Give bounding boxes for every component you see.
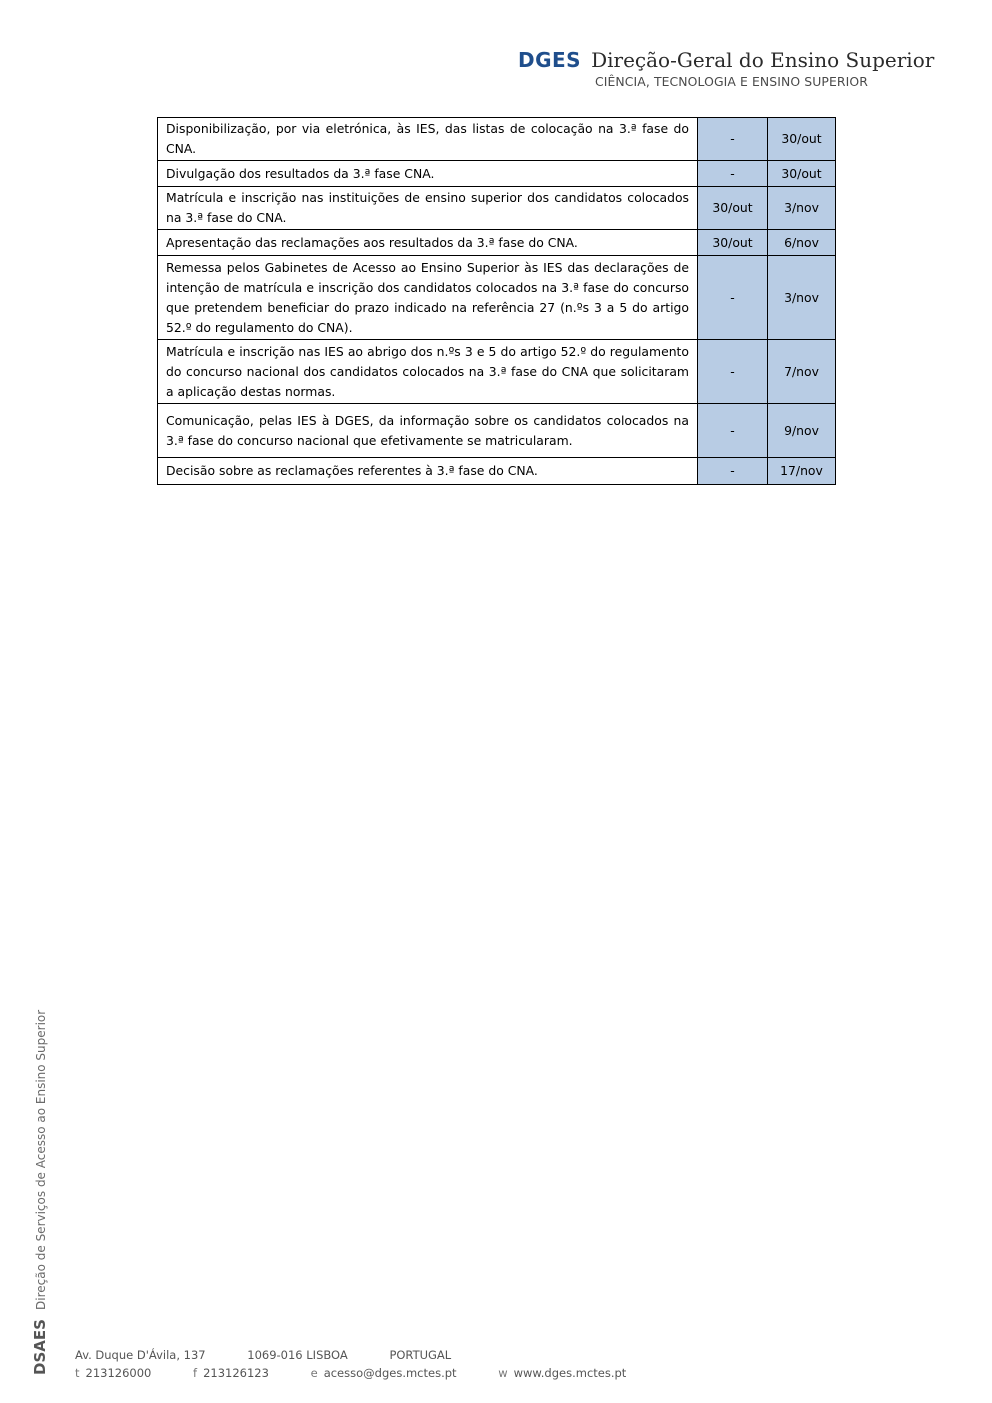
letterhead-name: Direção-Geral do Ensino Superior <box>591 48 935 72</box>
row-start-date: - <box>698 161 768 187</box>
sidebar-name: Direção de Serviços de Acesso ao Ensino Superior <box>34 1009 48 1310</box>
row-description: Matrícula e inscrição nas instituições de ensino superior dos candidatos colocados na 3.ª fase do CNA. <box>158 187 698 230</box>
row-end-date: 3/nov <box>768 187 836 230</box>
footer-country: PORTUGAL <box>389 1348 452 1362</box>
row-start-date: - <box>698 458 768 485</box>
footer-fax: 213126123 <box>203 1366 269 1380</box>
table-row <box>158 458 836 485</box>
row-start-date: 30/out <box>698 230 768 256</box>
row-description: Remessa pelos Gabinetes de Acesso ao Ensino Superior às IES das declarações de intenção de matrícula e inscrição dos candidatos colocados na 3.ª fase do concurso que pretendem beneficiar do prazo indicado na referência 27 (n.ºs 3 a 5 do artigo 52.º do regulamento do CNA). <box>158 256 698 340</box>
row-end-date: 17/nov <box>768 458 836 485</box>
phone-key: t <box>75 1366 80 1380</box>
row-end-date: 30/out <box>768 118 836 161</box>
letterhead <box>518 48 968 89</box>
row-description: Matrícula e inscrição nas IES ao abrigo dos n.ºs 3 e 5 do artigo 52.º do regulamento do concurso nacional dos candidatos colocados na 3.ª fase do CNA que solicitaram a aplicação destas normas. <box>158 340 698 404</box>
letterhead-title-line <box>518 48 968 72</box>
footer-email[interactable]: acesso@dges.mctes.pt <box>323 1366 457 1380</box>
footer-address <box>75 1348 632 1366</box>
row-start-date: - <box>698 404 768 458</box>
web-key: w <box>498 1366 508 1380</box>
footer-phone: 213126000 <box>85 1366 152 1380</box>
table-row <box>158 187 836 230</box>
row-end-date: 9/nov <box>768 404 836 458</box>
row-end-date: 7/nov <box>768 340 836 404</box>
row-start-date: 30/out <box>698 187 768 230</box>
table-row <box>158 230 836 256</box>
row-end-date: 6/nov <box>768 230 836 256</box>
footer-contacts <box>75 1348 632 1384</box>
calendar-table <box>157 117 836 485</box>
letterhead-subtitle: CIÊNCIA, TECNOLOGIA E ENSINO SUPERIOR <box>595 74 868 89</box>
row-description: Decisão sobre as reclamações referentes à 3.ª fase do CNA. <box>158 458 698 485</box>
letterhead-abbr: DGES <box>518 48 582 72</box>
footer-website[interactable]: www.dges.mctes.pt <box>513 1366 627 1380</box>
fax-key: f <box>193 1366 198 1380</box>
row-start-date: - <box>698 118 768 161</box>
row-start-date: - <box>698 340 768 404</box>
table-row <box>158 118 836 161</box>
row-end-date: 30/out <box>768 161 836 187</box>
row-end-date: 3/nov <box>768 256 836 340</box>
table-row <box>158 256 836 340</box>
row-description: Apresentação das reclamações aos resultados da 3.ª fase do CNA. <box>158 230 698 256</box>
row-description: Comunicação, pelas IES à DGES, da informação sobre os candidatos colocados na 3.ª fase do concurso nacional que efetivamente se matricularam. <box>158 404 698 458</box>
table-row <box>158 340 836 404</box>
table-row <box>158 161 836 187</box>
row-description: Divulgação dos resultados da 3.ª fase CNA. <box>158 161 698 187</box>
footer-street: Av. Duque D'Ávila, 137 <box>75 1348 206 1362</box>
email-key: e <box>310 1366 318 1380</box>
footer-contact-line <box>75 1366 632 1384</box>
row-start-date: - <box>698 256 768 340</box>
footer-postal: 1069-016 LISBOA <box>247 1348 348 1362</box>
sidebar-department <box>30 1009 49 1375</box>
row-description: Disponibilização, por via eletrónica, às IES, das listas de colocação na 3.ª fase do CNA. <box>158 118 698 161</box>
table-row <box>158 404 836 458</box>
sidebar-abbr: DSAES <box>31 1319 49 1375</box>
